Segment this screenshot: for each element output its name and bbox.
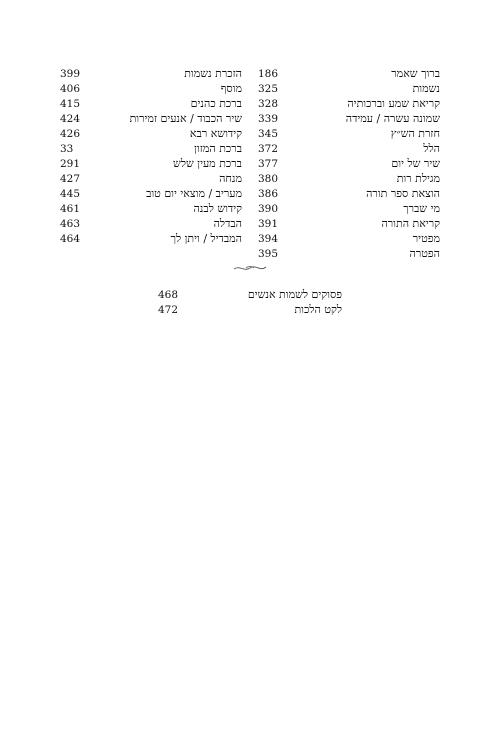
toc-entry	[60, 66, 242, 81]
toc-entry	[60, 186, 242, 201]
entry-title: הפטרה	[409, 247, 440, 260]
entry-title: מגילת רות	[396, 172, 440, 185]
toc-entry	[60, 216, 242, 231]
entry-title: הוצאת ספר תורה	[366, 187, 440, 200]
toc-entry	[258, 126, 440, 141]
entry-page-number: 406	[60, 83, 81, 95]
entry-page-number: 394	[258, 233, 279, 245]
entry-page-number: 395	[258, 248, 279, 260]
toc-entry	[60, 171, 242, 186]
toc-entry	[258, 216, 440, 231]
entry-page-number: 427	[60, 173, 81, 185]
entry-title: ברכת המזון	[194, 142, 242, 155]
appendix-entry	[158, 287, 342, 302]
entry-page-number: 472	[158, 304, 179, 316]
entry-page-number: 461	[60, 203, 81, 215]
toc-entry	[258, 171, 440, 186]
entry-page-number: 186	[258, 68, 279, 80]
entry-page-number: 328	[258, 98, 279, 110]
entry-title: שיר הכבוד / אנעים זמירות	[129, 112, 242, 125]
entry-title: פסוקים לשמות אנשים	[247, 288, 342, 301]
entry-page-number: 468	[158, 289, 179, 301]
entry-page-number: 426	[60, 128, 81, 140]
toc-entry	[258, 81, 440, 96]
entry-title: ברכת מעין שלש	[173, 157, 242, 170]
entry-title: לקט הלכות	[294, 303, 342, 316]
appendix-list	[158, 287, 342, 317]
entry-title: ברכת כהנים	[190, 97, 242, 110]
toc-entry	[60, 156, 242, 171]
entry-page-number: 390	[258, 203, 279, 215]
entry-title: מוסף	[220, 82, 242, 95]
entry-page-number: 445	[60, 188, 81, 200]
entry-page-number: 339	[258, 113, 279, 125]
toc-entry	[60, 141, 242, 156]
entry-page-number: 391	[258, 218, 279, 230]
toc-entry	[60, 81, 242, 96]
toc-entry	[258, 156, 440, 171]
toc-entry	[258, 96, 440, 111]
toc-column-right	[258, 66, 440, 261]
entry-title: קריאת התורה	[381, 217, 440, 230]
toc-column-left	[60, 66, 242, 261]
entry-title: הלל	[423, 142, 440, 155]
toc-entry	[60, 111, 242, 126]
entry-page-number: 325	[258, 83, 279, 95]
entry-title: חזרת הש״ץ	[390, 127, 440, 140]
entry-title: קריאת שמע וברכותיה	[347, 97, 440, 110]
entry-page-number: 33	[60, 143, 74, 155]
entry-title: מעריב / מוצאי יום טוב	[146, 187, 242, 200]
flourish-ornament-icon	[232, 263, 268, 273]
entry-page-number: 372	[258, 143, 279, 155]
entry-page-number: 291	[60, 158, 81, 170]
entry-title: הזכרת נשמות	[184, 67, 242, 80]
toc-entry	[258, 231, 440, 246]
entry-page-number: 380	[258, 173, 279, 185]
entry-page-number: 399	[60, 68, 81, 80]
entry-page-number: 386	[258, 188, 279, 200]
toc-entry	[60, 201, 242, 216]
entry-title: הבדלה	[213, 217, 242, 230]
entry-title: מנחה	[219, 172, 242, 185]
entry-title: מפטיר	[412, 232, 440, 245]
appendix-entry	[158, 302, 342, 317]
entry-page-number: 463	[60, 218, 81, 230]
toc-entry	[60, 126, 242, 141]
toc-entry	[258, 186, 440, 201]
entry-page-number: 415	[60, 98, 81, 110]
toc-entry	[60, 96, 242, 111]
entry-title: שיר של יום	[391, 157, 440, 170]
entry-title: מי שברך	[403, 202, 440, 215]
toc-entry	[258, 201, 440, 216]
entry-title: קידושא רבא	[189, 127, 242, 140]
entry-page-number: 345	[258, 128, 279, 140]
toc-entry	[258, 246, 440, 261]
entry-title: ברוך שאמר	[391, 67, 440, 80]
entry-page-number: 424	[60, 113, 81, 125]
entry-title: המבדיל / ויתן לך	[170, 232, 242, 245]
toc-entry	[60, 231, 242, 246]
toc-entry	[258, 141, 440, 156]
entry-title: קידוש לבנה	[193, 202, 242, 215]
entry-title: נשמות	[412, 82, 440, 95]
toc-entry	[258, 111, 440, 126]
table-of-contents	[60, 66, 440, 261]
entry-page-number: 464	[60, 233, 81, 245]
entry-title: שמונה עשרה / עמידה	[345, 112, 440, 125]
entry-page-number: 377	[258, 158, 279, 170]
toc-entry	[258, 66, 440, 81]
